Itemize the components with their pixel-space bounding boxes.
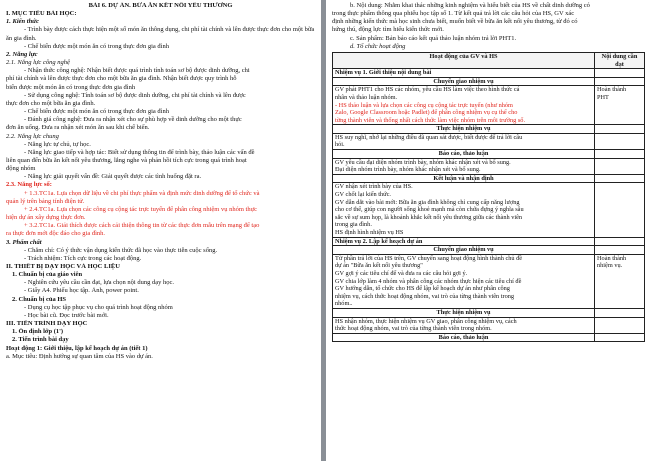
- text-line: ăn gia đình.: [6, 34, 37, 42]
- text-line: + 2.4.TC1a. Lựa chọn các công cụ cộng tác trực tuyến để phân công nhiệm vụ nhóm thực: [24, 205, 257, 213]
- requirement-cell: [595, 133, 645, 149]
- text-line: biến được một món ăn có trong thực đơn gia đình: [6, 83, 136, 91]
- text-line: - Sử dụng công nghệ: Tính toán sơ bộ được dinh dưỡng, chi phí tài chính và lên được: [24, 91, 246, 99]
- requirement-line: nhiệm vụ.: [597, 262, 623, 270]
- text-line: 2. Chuẩn bị của HS: [12, 295, 67, 303]
- cell-line: GV chốt lại kiến thức.: [335, 191, 391, 199]
- cell-line: GV yêu cầu đại diện nhóm trình bày, nhóm khác nhận xét và bổ sung.: [335, 158, 511, 166]
- cell-line: Đại diện nhóm trình bày, nhóm khác nhận xét và bổ sung.: [335, 166, 481, 174]
- cell-line: GV phát PHT1 cho HS các nhóm, yêu cầu HS làm việc theo hình thức cá: [335, 86, 520, 94]
- text-line: - Chăm chỉ: Có ý thức vận dụng kiến thức đã học vào thực tiễn cuộc sống.: [24, 246, 218, 254]
- text-line: 1. Kiến thức: [6, 18, 39, 26]
- cell-line: GV chia lớp làm 4 nhóm và phân công các nhóm thực hiện các tiêu chí đề: [335, 277, 522, 285]
- empty-cell: [595, 150, 645, 159]
- text-line: 2.3. Năng lực số:: [6, 181, 52, 189]
- text-line: 1. Chuẩn bị của giáo viên: [12, 271, 83, 279]
- text-line: a. Mục tiêu: Định hướng sự quan tâm của HS vào dự án.: [6, 352, 153, 360]
- cell-line: Zalo, Google Classroom hoặc Padlet) để phân công nhiệm vụ cụ thể cho: [335, 109, 518, 117]
- table-row: [333, 174, 645, 183]
- step-heading: Thực hiện nhiệm vụ: [333, 308, 595, 317]
- table-row: [333, 77, 645, 86]
- text-line: 1. Ổn định lớp (1'): [12, 328, 64, 336]
- requirement-cell: [595, 158, 645, 174]
- text-line: - Nhận thức công nghệ: Nhận biết được quá trình tính toán sơ bộ được dinh dưỡng, chi: [24, 67, 250, 75]
- cell-line: GV gợi ý các tiêu chí để và đưa ra các câu hỏi gợi ý.: [335, 269, 468, 277]
- table-row: [333, 158, 645, 174]
- left-document-page: [0, 0, 321, 461]
- activity-cell: [333, 133, 595, 149]
- empty-cell: [595, 174, 645, 183]
- empty-cell: [595, 246, 645, 255]
- table-row: [333, 183, 645, 237]
- cell-line: nhóm..: [335, 300, 353, 308]
- text-line: Hoạt động 1: Giới thiệu, lập kế hoạch dự án (tiết 1): [6, 344, 148, 352]
- text-line: b. Nội dung: Nhằm khai thác những kinh nghiệm và hiểu biết của HS về chất dinh dưỡng có: [350, 2, 590, 9]
- header-gv-hs: Hoạt động của GV và HS: [333, 52, 595, 68]
- table-row: [333, 237, 645, 246]
- cell-line: GV hướng dẫn, tổ chức cho HS để lập kế hoạch dự án như phân công: [335, 285, 510, 293]
- table-row: [333, 308, 645, 317]
- text-line: 2.1. Năng lực công nghệ: [6, 59, 70, 67]
- cell-line: nhân và thảo luận nhóm.: [335, 93, 398, 101]
- right-intro-text: [332, 2, 644, 51]
- table-row: [333, 86, 645, 125]
- text-line: phí tài chính và lên được thực đơn cho một bữa ăn gia đình. Nhận biết được quy trình hỗ: [6, 75, 237, 83]
- step-heading: Báo cáo, thảo luận: [333, 150, 595, 159]
- step-heading: Kết luận và nhận định: [333, 174, 595, 183]
- activity-cell: [333, 158, 595, 174]
- text-line: định những kiến thức mà học sinh chưa biết, muốn biết về bữa ăn kết nối yêu thương, từ đó có: [332, 18, 578, 26]
- text-line: - Năng lực giải quyết vấn đề: Giải quyết được các tình huống đặt ra.: [24, 173, 202, 181]
- text-line: trong thực phẩm thông qua phiếu học tập số 1. Từ kết quả trả lời các câu hỏi của HS, GV xác: [332, 10, 575, 18]
- text-line: - Dụng cụ học tập phục vụ cho quá trình hoạt động nhóm: [24, 303, 173, 311]
- text-line: - Nghiên cứu yêu cầu cần đạt, lựa chọn nội dung dạy học.: [24, 279, 174, 287]
- table-header-row: [333, 52, 645, 68]
- step-heading: Thực hiện nhiệm vụ: [333, 125, 595, 134]
- text-line: - Trình bày được cách thực hiện một số món ăn thông dụng, chi phí tài chính và lên được thực đơn cho một bữa: [24, 26, 315, 34]
- requirement-cell: [595, 317, 645, 333]
- header-noi-dung: Nội dung cần đạt: [595, 52, 645, 68]
- text-line: + 3.2.TC1a. Giải thích được cách cải thiện thông tin từ các thực đơn mẫu trên mạng để tạo: [24, 222, 260, 230]
- text-line: c. Sản phẩm: Bản báo cáo kết quả thảo luận nhóm trả lời PHT1.: [350, 34, 517, 42]
- table-row: [333, 150, 645, 159]
- text-line: - Năng lực giao tiếp và hợp tác: Biết sử dụng thông tin để trình bày, thảo luận các vấn đề: [24, 148, 255, 156]
- text-line: hiện dự án xây dựng thực đơn.: [6, 214, 86, 222]
- cell-line: sắc về sự sum họp, là khoảnh khắc kết nối yêu thương giữa các thành viên: [335, 213, 523, 221]
- requirement-cell: [595, 86, 645, 125]
- text-line: - Chế biến được một món ăn có trong thực đơn gia đình: [24, 42, 169, 50]
- empty-cell: [595, 77, 645, 86]
- table-row: [333, 125, 645, 134]
- table-row: [333, 317, 645, 333]
- task-heading: Nhiệm vụ 2. Lập kế hoạch dự án: [333, 237, 595, 246]
- text-line: - Trách nhiệm: Tích cực trong các hoạt động.: [24, 254, 142, 262]
- table-row: [333, 133, 645, 149]
- requirement-cell: [595, 183, 645, 237]
- text-line: thực đơn cho một bữa ăn gia đình.: [6, 99, 96, 107]
- requirement-cell: [595, 254, 645, 308]
- text-line: liên quan đến bữa ăn kết nối yêu thương, lắng nghe và phản hồi tích cực trong quá trình hoạt: [6, 156, 247, 164]
- activity-cell: [333, 317, 595, 333]
- lesson-title: BÀI 6. DỰ ÁN. BỮA ĂN KẾT NỐI YÊU THƯƠNG: [88, 2, 233, 9]
- table-row: [333, 254, 645, 308]
- text-line: III. TIẾN TRÌNH DẠY HỌC: [6, 320, 88, 328]
- right-document-page: [326, 0, 650, 461]
- text-line: - Học bài cũ. Đọc trước bài mới.: [24, 311, 109, 319]
- text-line: 3. Phẩm chất: [6, 238, 42, 246]
- step-heading: Chuyển giao nhiệm vụ: [333, 246, 595, 255]
- cell-line: HS định hình nhiệm vụ HS: [335, 229, 404, 236]
- text-line: 2.2. Năng lực chung: [6, 132, 59, 140]
- activity-table: [332, 52, 645, 342]
- text-line: - Chế biến được một món ăn có trong thực đơn gia đình: [24, 108, 169, 116]
- cell-line: trong gia đình.: [335, 221, 372, 229]
- cell-line: hỏi.: [335, 141, 345, 149]
- task-heading: Nhiệm vụ 1. Giới thiệu nội dung bài: [333, 69, 595, 78]
- text-line: - Đánh giá công nghệ: Đưa ra nhận xét cho sự phù hợp về dinh dưỡng cho một thực: [24, 116, 242, 124]
- text-line: đơn ăn uống. Đưa ra nhận xét món ăn sau khi chế biến.: [6, 124, 150, 132]
- text-line: d. Tổ chức hoạt động: [350, 42, 406, 50]
- cell-line: thức hoạt động nhóm, vai trò của từng thành viên trong nhóm.: [335, 325, 492, 333]
- activity-cell: [333, 86, 595, 125]
- text-line: quản lý trên bảng tính điện tử.: [6, 197, 85, 205]
- cell-line: nhiệm vụ, cách thức hoạt động nhóm, vai trò của từng thành viên trong: [335, 292, 515, 300]
- table-row: [333, 69, 645, 78]
- text-line: hứng thú, động lực tìm hiểu kiến thức mới.: [332, 26, 444, 34]
- step-heading: Chuyển giao nhiệm vụ: [333, 77, 595, 86]
- cell-line: GV nhận xét trình bày của HS.: [335, 183, 413, 191]
- text-line: II. THIẾT BỊ DẠY HỌC VÀ HỌC LIỆU: [6, 263, 120, 270]
- empty-cell: [595, 69, 645, 78]
- requirement-line: PHT: [597, 93, 609, 101]
- table-row: [333, 246, 645, 255]
- text-line: 2. Năng lực: [6, 50, 38, 58]
- empty-cell: [595, 308, 645, 317]
- cell-line: Từ phần trả lời của HS trên, GV chuyển sang hoạt động hình thành chủ đề: [335, 254, 523, 262]
- text-line: - Giấy A4. Phiếu học tập. Ảnh, power point.: [24, 287, 139, 295]
- requirement-line: Hoàn thành: [597, 86, 627, 94]
- empty-cell: [595, 125, 645, 134]
- requirement-line: Hoàn thành: [597, 254, 627, 262]
- cell-line: cho cơ thể, giúp con người sống khoẻ mạnh mà còn chứa đựng ý nghĩa sâu: [335, 206, 524, 214]
- text-line: - Năng lực tự chủ, tự học.: [24, 140, 91, 148]
- cell-line: HS suy nghĩ, nhớ lại những điều đã quan sát được, biết được để trả lời câu: [335, 133, 523, 141]
- text-line: 2. Tiến trình bài dạy: [12, 336, 69, 344]
- cell-line: HS nhận nhóm, thực hiện nhiệm vụ GV giao, phân công nhiệm vụ, cách: [335, 317, 517, 325]
- cell-line: dự án "Bữa ăn kết nối yêu thương": [335, 262, 423, 270]
- empty-cell: [595, 333, 645, 342]
- activity-cell: [333, 183, 595, 237]
- cell-line: GV dẫn dắt vào bài mới: Bữa ăn gia đình không chỉ cung cấp năng lượng: [335, 198, 520, 206]
- table-row: [333, 333, 645, 342]
- activity-cell: [333, 254, 595, 308]
- text-line: ra thực đơn mới độc đáo cho gia đình.: [6, 230, 106, 238]
- text-line: + 1.3.TC1a. Lựa chọn dữ liệu về chi phí thực phẩm và định mức dinh dưỡng để tổ chức và: [24, 189, 260, 197]
- cell-line: - HS thảo luận và lựa chọn các công cụ cộng tác trực tuyến (như nhóm: [335, 101, 513, 109]
- step-heading: Báo cáo, thảo luận: [333, 333, 595, 342]
- text-line: I. MỤC TIÊU BÀI HỌC:: [6, 10, 77, 18]
- empty-cell: [595, 237, 645, 246]
- left-body-text: [6, 10, 315, 361]
- text-line: động nhóm: [6, 165, 36, 173]
- cell-line: từng thành viên và thống nhất cách thức làm việc nhóm trên môi trường số.: [335, 116, 526, 124]
